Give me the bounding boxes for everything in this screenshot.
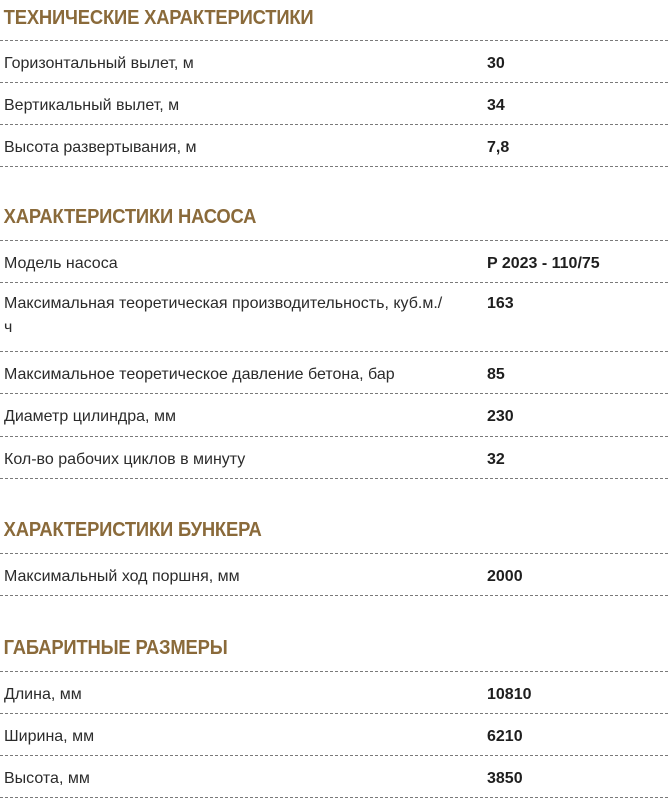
spec-table [0,553,668,596]
table-row [0,352,668,394]
table-row [0,714,668,756]
spec-value: 230 [487,408,514,425]
spec-label: Максимальная теоретическая производительность, куб.м./ч [4,295,443,336]
section-title: ХАРАКТЕРИСТИКИ НАСОСА [3,206,257,228]
table-row [0,241,668,283]
spec-value: 163 [487,295,514,312]
spec-value: 34 [487,97,505,114]
section-title: ТЕХНИЧЕСКИЕ ХАРАКТЕРИСТИКИ [3,7,314,29]
section-pump [0,205,668,479]
table-row [0,83,668,125]
section-title: ГАБАРИТНЫЕ РАЗМЕРЫ [3,637,228,659]
table-row [0,394,668,437]
table-row [0,756,668,798]
table-row [0,283,668,352]
table-row [0,437,668,479]
spec-value: 32 [487,451,505,468]
spec-label: Диаметр цилиндра, мм [4,408,176,425]
spec-label: Модель насоса [4,255,118,272]
spec-value: 2000 [487,568,523,585]
table-row [0,41,668,83]
spec-label: Вертикальный вылет, м [4,97,180,114]
spec-label: Максимальный ход поршня, мм [4,568,240,585]
spec-label: Высота развертывания, м [4,139,197,156]
section-hopper [0,518,668,596]
spec-label: Максимальное теоретическое давление бетона, бар [4,366,395,383]
spec-table [0,240,668,479]
table-row [0,125,668,167]
spec-label: Ширина, мм [4,728,95,745]
table-row [0,672,668,714]
spec-label: Кол-во рабочих циклов в минуту [4,451,246,468]
spec-label: Длина, мм [4,686,82,703]
spec-value: 85 [487,366,505,383]
spec-value: 10810 [487,686,532,703]
spec-value: 3850 [487,770,523,787]
spec-label: Горизонтальный вылет, м [4,55,194,72]
section-technical [0,6,668,167]
section-dimensions [0,636,668,798]
spec-value: 30 [487,55,505,72]
table-row [0,554,668,596]
spec-value: P 2023 - 110/75 [487,255,600,272]
spec-label: Высота, мм [4,770,90,787]
spec-value: 6210 [487,728,523,745]
spec-table [0,40,668,167]
section-title: ХАРАКТЕРИСТИКИ БУНКЕРА [3,519,262,541]
spec-table [0,671,668,798]
spec-value: 7,8 [487,139,510,156]
